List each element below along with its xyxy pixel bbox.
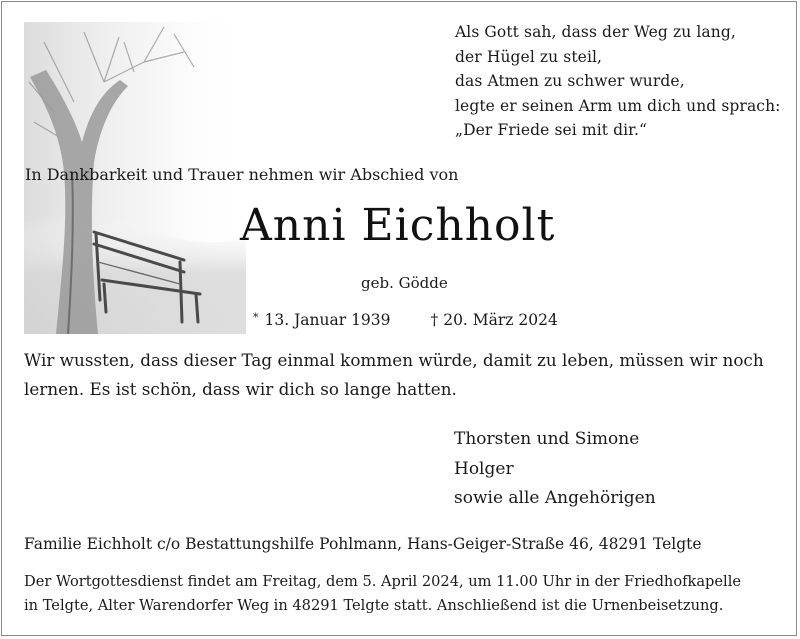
intro-text: In Dankbarkeit und Trauer nehmen wir Abschied von bbox=[25, 165, 459, 184]
poem-line: legte er seinen Arm um dich und sprach: bbox=[455, 96, 781, 115]
birth-date: 13. Januar 1939 bbox=[264, 311, 391, 329]
maiden-name: geb. Gödde bbox=[361, 274, 448, 292]
death-date: † 20. März 2024 bbox=[430, 311, 558, 329]
poem-line: das Atmen zu schwer wurde, bbox=[455, 72, 685, 90]
farewell-message: Wir wussten, dass dieser Tag einmal kommen würde, damit zu leben, müssen wir noch lernen. Es ist schön, dass wir dich so lange hatten. bbox=[24, 350, 764, 399]
deceased-name: Anni Eichholt bbox=[240, 200, 556, 251]
life-dates bbox=[253, 311, 558, 329]
service-info bbox=[24, 570, 784, 617]
contact-address: Familie Eichholt c/o Bestattungshilfe Pohlmann, Hans-Geiger-Straße 46, 48291 Telgte bbox=[24, 535, 702, 553]
mourner-line: Thorsten und Simone bbox=[454, 429, 640, 449]
poem bbox=[455, 20, 780, 143]
mourners bbox=[454, 425, 656, 514]
service-line: Der Wortgottesdienst findet am Freitag, dem 5. April 2024, um 11.00 Uhr in der Friedhofkapelle bbox=[24, 573, 741, 590]
birth-symbol: * bbox=[253, 311, 259, 324]
service-line: in Telgte, Alter Warendorfer Weg in 48291 Telgte statt. Anschließend ist die Urnenbeisetzung. bbox=[24, 596, 724, 614]
mourner-line: Holger bbox=[454, 458, 514, 479]
poem-line: Als Gott sah, dass der Weg zu lang, bbox=[455, 23, 736, 41]
poem-line: der Hügel zu steil, bbox=[455, 47, 603, 66]
mourner-line: sowie alle Angehörigen bbox=[454, 488, 656, 508]
poem-line: „Der Friede sei mit dir.“ bbox=[455, 121, 648, 139]
